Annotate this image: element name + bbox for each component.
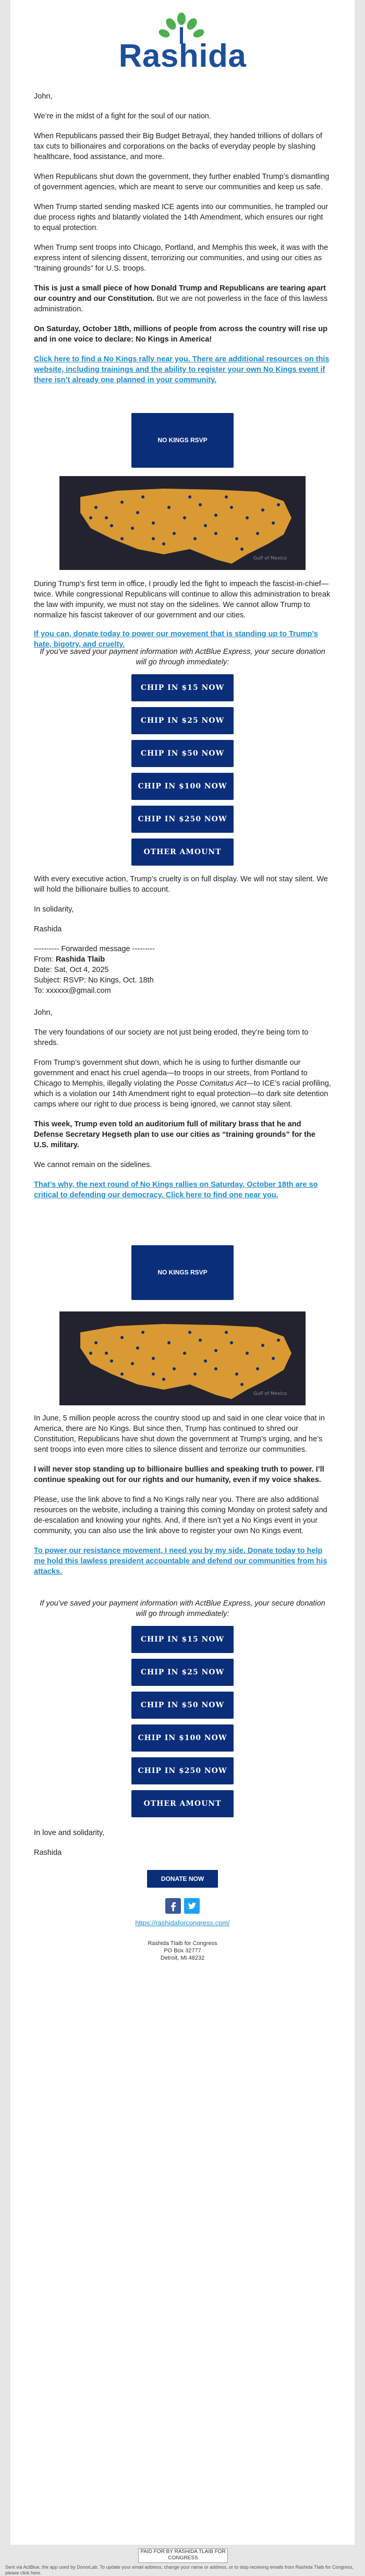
no-kings-rsvp-button-2[interactable]: NO KINGS RSVP xyxy=(131,1245,234,1300)
signature-2: Rashida xyxy=(34,1849,62,1857)
chip-50-button-2[interactable]: CHIP IN $50 NOW xyxy=(131,1692,234,1719)
resistance-donate-link[interactable]: To power our resistance movement, I need you by my side. Donate today to help me hold this lawless president accountable and defend our communities from his attacks. xyxy=(34,1547,327,1576)
unsubscribe-text: Sent via ActBlue, the app used by DonorLab. To update your email address, change your name or address, or to stop receiving emails from Rashida Tlaib for Congress, please click here. xyxy=(5,2565,354,2575)
forwarded-from-value: Rashida Tlaib xyxy=(55,955,105,964)
address-block xyxy=(10,1940,355,1962)
signoff-2: In love and solidarity, xyxy=(34,1829,105,1837)
facebook-icon[interactable] xyxy=(165,1898,181,1914)
small-piece-bold: This is just a small piece of how Donald Trump and Republicans are tearing apart our country and our Constitution. xyxy=(34,284,326,303)
oct18-paragraph: On Saturday, October 18th, millions of people from across the country will rise up and in one voice to declare: No Kings in America! xyxy=(34,325,327,344)
twitter-icon[interactable] xyxy=(184,1898,200,1914)
chip-15-button[interactable]: CHIP IN $15 NOW xyxy=(131,674,234,701)
forwarded-date: Date: Sat, Oct 4, 2025 xyxy=(34,966,109,974)
forwarded-from-label: From: xyxy=(34,955,54,964)
intro-paragraph: When Trump sent troops into Chicago, Portland, and Memphis this week, it was with the express intent of silencing dissent, terrorizing our communities, and using our cities as “training grounds” for U.S. troops. xyxy=(34,244,328,273)
address-line: Rashida Tlaib for Congress xyxy=(148,1940,217,1947)
intro-paragraph: We’re in the midst of a fight for the soul of our nation. xyxy=(34,112,211,120)
june-paragraph: In June, 5 million people across the country stood up and said in one clear voice that in America, there are No Kings. But since then, Trump has continued to shred our Constitution, Republicans have shut down the government at Trump’s urging, and he’s sent troops into even more cities to silence dissent and terrorize our communities. xyxy=(34,1414,325,1454)
address-line: Detroit, MI 48232 xyxy=(160,1955,205,1961)
posse-comitatus-text: Posse Comitatus Act xyxy=(176,1079,247,1088)
greeting-2: John, xyxy=(34,1008,53,1017)
chip-50-button[interactable]: CHIP IN $50 NOW xyxy=(131,740,234,767)
find-rally-link[interactable]: Click here to find a No Kings rally near you. There are additional resources on this website, including trainings and the ability to register your own No Kings event if there isn’t already one planned in your community. xyxy=(34,355,330,384)
intro-paragraph: When Republicans shut down the government, they further enabled Trump’s dismantling of government agencies, which are meant to serve our communities and keep us safe. xyxy=(34,173,330,191)
please-paragraph: Please, use the link above to find a No Kings rally near you. There are also additional resources on the website, including a training this coming Monday on protest safety and de-escalation and knowing your rights. And, if there isn’t yet a No Kings event in your community, you can also use the link above to register your own No Kings event. xyxy=(34,1496,327,1535)
other-amount-button-2[interactable]: OTHER AMOUNT xyxy=(131,1790,234,1817)
paid-for-box: PAID FOR BY RASHIDA TLAIB FOR CONGRESS xyxy=(138,2548,228,2563)
small-piece-rest: But we are not powerless in the face of this lawless administration. xyxy=(34,295,328,313)
chip-15-button-2[interactable]: CHIP IN $15 NOW xyxy=(131,1626,234,1653)
no-kings-rsvp-button[interactable]: NO KINGS RSVP xyxy=(131,413,234,468)
email-card xyxy=(10,0,355,2545)
signature: Rashida xyxy=(34,925,62,933)
forwarded-header: ---------- Forwarded message --------- xyxy=(34,945,155,953)
map-caption: Gulf of Mexico xyxy=(253,556,287,561)
forwarded-subject: Subject: RSVP: No Kings, Oct. 18th xyxy=(34,976,154,985)
chip-100-button-2[interactable]: CHIP IN $100 NOW xyxy=(131,1724,234,1752)
rally-map-2 xyxy=(59,1311,306,1405)
auditorium-paragraph: This week, Trump even told an auditorium full of military brass that he and Defense Secretary Hegseth plan to use our cities as “training grounds” for the U.S. military. xyxy=(34,1120,315,1149)
brand-wordmark: Rashida xyxy=(118,38,247,74)
intro-paragraph: When Trump started sending masked ICE agents into our communities, he trampled our due process rights and blatantly violated the 14th Amendment, which ensures our right to equal protection. xyxy=(34,203,328,232)
small-piece-paragraph xyxy=(34,283,331,314)
executive-paragraph: With every executive action, Trump’s cruelty is on full display. We will not stay silent. We will hold the billionaire bullies to account. xyxy=(34,875,328,894)
brand-logo xyxy=(10,5,355,73)
map-caption-2: Gulf of Mexico xyxy=(253,1391,287,1396)
chip-250-button-2[interactable]: CHIP IN $250 NOW xyxy=(131,1757,234,1784)
forwarded-to: To: xxxxxx@gmail.com xyxy=(34,987,111,995)
impeach-paragraph: During Trump’s first term in office, I proudly led the fight to impeach the fascist-in-chief—twice. While congressional Republicans will continue to allow this administration to break the law with impunity, we must not stay on the sidelines. We cannot allow Trump to normalize his fascist takeover of our government and our cities. xyxy=(34,580,331,619)
closing-section xyxy=(34,1828,331,1858)
address-line: PO Box 32777 xyxy=(164,1948,201,1954)
never-stop-paragraph: I will never stop standing up to billionaire bullies and speaking truth to power. I’ll continue speaking out for our rights and our humanity, even if my voice shakes. xyxy=(34,1465,324,1484)
chip-100-button[interactable]: CHIP IN $100 NOW xyxy=(131,773,234,800)
donate-link[interactable]: If you can, donate today to power our movement that is standing up to Trump’s hate, bigotry, and cruelty. xyxy=(34,630,318,649)
intro-section xyxy=(34,91,331,385)
intro-paragraph: When Republicans passed their Big Budget Betrayal, they handed trillions of dollars of tax cuts to billionaires and corporations on the backs of everyday people by slashing healthcare, food assistance, and more. xyxy=(34,132,322,161)
signoff: In solidarity, xyxy=(34,905,74,914)
june-section xyxy=(34,1413,331,1577)
foundations-paragraph: The very foundations of our society are not just being eroded, they’re being torn to shreds. xyxy=(34,1028,309,1047)
middle-section xyxy=(34,874,331,1200)
chip-25-button[interactable]: CHIP IN $25 NOW xyxy=(131,707,234,734)
other-amount-button[interactable]: OTHER AMOUNT xyxy=(131,839,234,866)
rally-map xyxy=(59,476,306,570)
actblue-note-2: If you’ve saved your payment information with ActBlue Express, your secure donation will go through immediately: xyxy=(40,1599,325,1618)
chip-250-button[interactable]: CHIP IN $250 NOW xyxy=(131,806,234,833)
actblue-note: If you’ve saved your payment information with ActBlue Express, your secure donation will go through immediately: xyxy=(40,648,325,666)
chip-25-button-2[interactable]: CHIP IN $25 NOW xyxy=(131,1659,234,1686)
impeach-section xyxy=(34,579,331,650)
greeting: John, xyxy=(34,92,53,101)
cannot-remain-paragraph: We cannot remain on the sidelines. xyxy=(34,1161,152,1169)
donate-now-button[interactable]: DONATE NOW xyxy=(147,1870,218,1888)
next-rally-link[interactable]: That’s why, the next round of No Kings rallies on Saturday, October 18th are so critical to defending our democracy. Click here to find one near you. xyxy=(34,1181,318,1199)
troops-paragraph: From Trump’s government shut down, which he is using to further dismantle our government and enact his cruel agenda—to troops in our streets, from Portland to Chicago to Memphis, illegally violating the Posse Comitatus Act—to ICE’s racial profiling, which is a violation our 14th Amendment right to equal protection—to dark site detention camps where our right to due process is being ignored, we cannot stay silent. xyxy=(34,1059,331,1109)
website-link[interactable]: https://rashidaforcongress.com/ xyxy=(135,1919,230,1927)
forwarded-from xyxy=(34,954,331,965)
